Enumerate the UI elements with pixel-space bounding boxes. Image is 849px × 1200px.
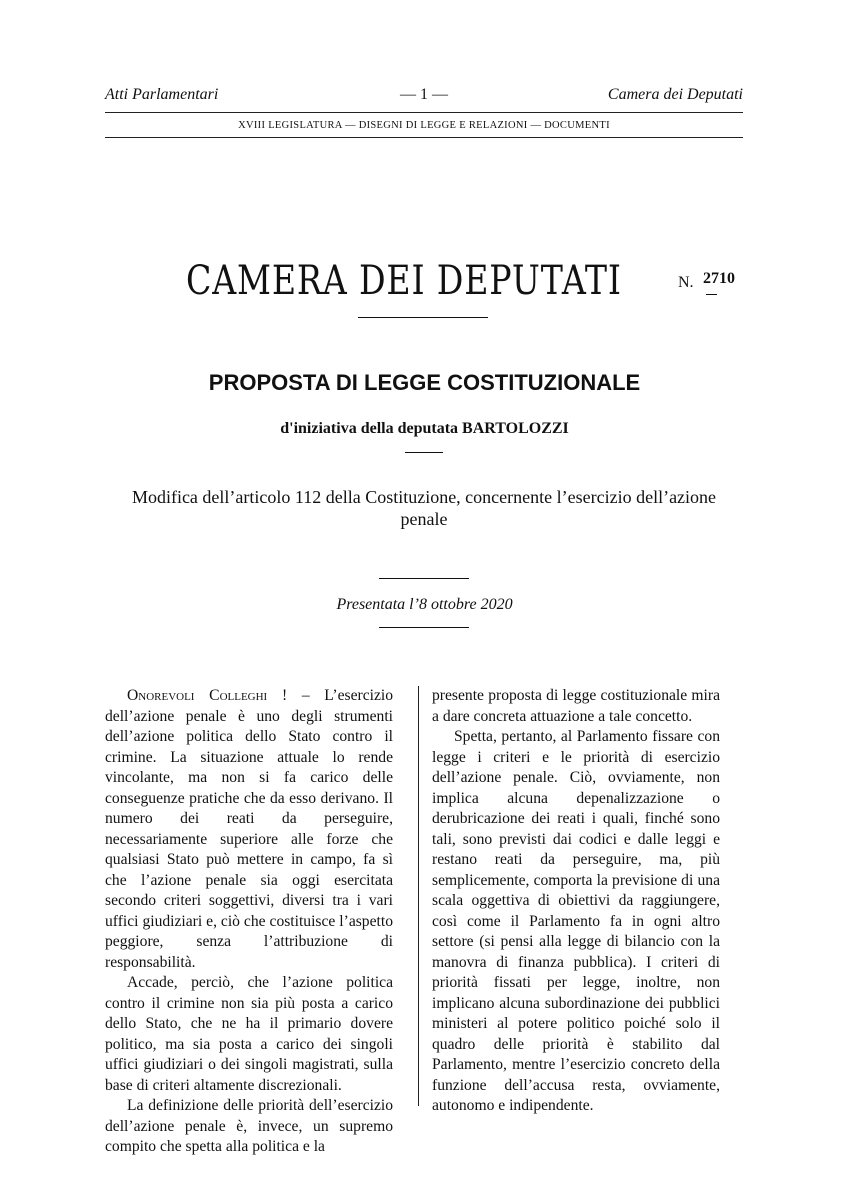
bill-number: 2710: [703, 270, 735, 287]
paragraph: La definizione delle priorità dell’esercizio dell’azione penale è, invece, un supremo compito che spetta alla politica e la: [105, 1097, 393, 1155]
salutation: Onorevoli Colleghi: [127, 687, 268, 704]
title-rule-lower: [379, 627, 469, 628]
masthead-rule: [358, 317, 488, 318]
legislature-subheader: XVIII LEGISLATURA — DISEGNI DI LEGGE E RELAZIONI — DOCUMENTI: [238, 120, 610, 131]
chamber-masthead: CAMERA DEI DEPUTATI: [186, 258, 622, 304]
body-column-right: [432, 686, 720, 1117]
bill-number-label: N.: [678, 274, 694, 291]
initiative-line: d'iniziativa della deputata BARTOLOZZI: [280, 420, 569, 437]
paragraph: [105, 686, 393, 973]
running-header: [105, 86, 743, 108]
subheader-rule: [105, 137, 743, 138]
title-rule-upper: [379, 578, 469, 579]
paragraph: presente proposta di legge costituzionale mira a dare concreta attuazione a tale concetto.: [432, 687, 720, 725]
bill-title: Modifica dell’articolo 112 della Costituzione, concernente l’esercizio dell’azione penale: [131, 487, 717, 529]
header-rule: [105, 112, 743, 113]
paragraph-text: ! – L’esercizio dell’azione penale è uno degli strumenti dell’azione politica dello Stato contro il crimine. La situazione attuale lo rende vincolante, ma non si fa carico delle conseguenze pratiche che da esso derivano. Il numero dei reati da perseguire, necessariamente superiore alle forze che qualsiasi Stato può mettere in campo, fa sì che l’azione penale sia oggi esercitata secondo criteri soggettivi, diversi tra i vari uffici giudiziari e, ciò che costituisce l’aspetto peggiore, senza l’attribuzione di responsabilità.: [105, 687, 394, 971]
body-column-left: [105, 686, 393, 1158]
initiative-rule: [405, 452, 443, 453]
column-divider: [418, 686, 419, 1106]
header-right-text: Camera dei Deputati: [607, 86, 743, 103]
page-number: — 1 —: [400, 86, 448, 103]
header-left-text: Atti Parlamentari: [105, 86, 219, 103]
presentation-date: Presentata l’8 ottobre 2020: [336, 596, 513, 613]
paragraph: Spetta, pertanto, al Parlamento fissare con legge i criteri e le priorità di esercizio dell’azione penale. Ciò, ovviamente, non implica alcuna depenalizzazione o derubricazione dei reati i quali, finché sono tali, sono previsti dai codici e dalle leggi e restano reati da perseguire, ma, più semplicemente, comporta la previsione di una scala oggettiva di obiettivi da raggiungere, così come il Parlamento fa in ogni altro settore (si pensi alla legge di bilancio con la manovra di finanza pubblica). I criteri di priorità fissati per legge, inoltre, non implicano alcuna subordinazione dei pubblici ministeri al potere politico poiché solo il quadro delle priorità è stabilito dal Parlamento, mentre l’esercizio concreto della funzione dell’accusa resta, ovviamente, autonomo e indipendente.: [432, 728, 720, 1114]
paragraph: Accade, perciò, che l’azione politica contro il crimine non sia più posta a carico dello Stato, che ne ha il primario dovere politico, ma sia posta a carico dei singoli uffici giudiziari o dei singoli magistrati, sulla base di criteri altamente discrezionali.: [105, 974, 393, 1094]
bill-number-underline: [706, 294, 717, 295]
bill-type-heading: PROPOSTA DI LEGGE COSTITUZIONALE: [208, 370, 641, 395]
